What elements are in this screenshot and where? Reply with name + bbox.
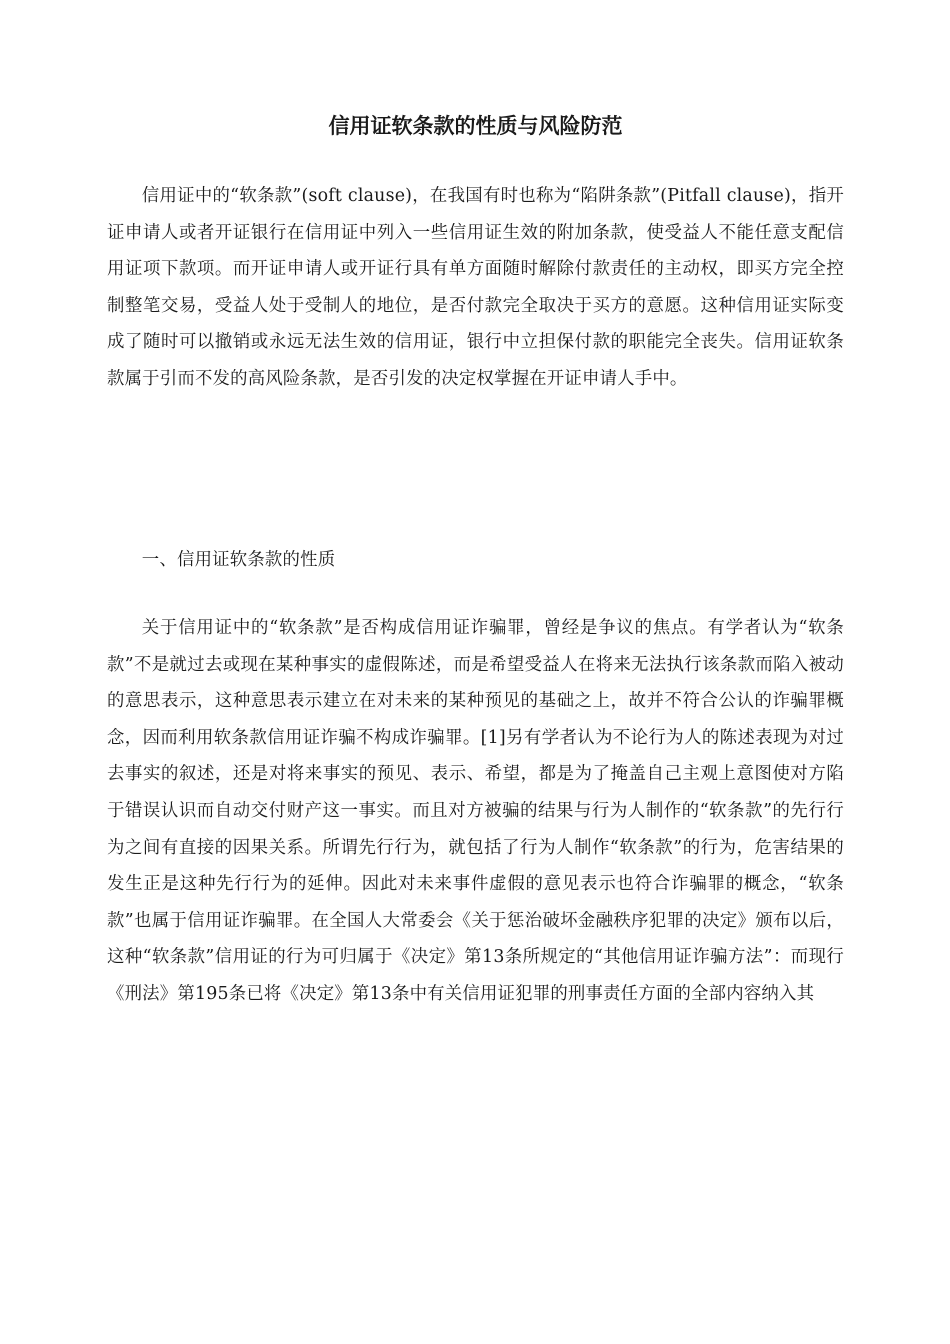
section-heading: 一、信用证软条款的性质 [141,550,336,570]
document-title: 信用证软条款的性质与风险防范 [328,114,623,138]
intro-paragraph: 信用证中的“软条款”(soft clause)，在我国有时也称为“陷阱条款”(Pitfall clause)，指开证申请人或者开证银行在信用证中列入一些信用证生效的附加条款，使受益人不能任意支配信用证项下款项。而开证申请人或开证行具有单方面随时解除付款责任的主动权，即买方完全控制整笔交易，受益人处于受制人的地位，是否付款完全取决于买方的意愿。这种信用证实际变成了随时可以撤销或永远无法生效的信用证，银行中立担保付款的职能完全丧失。信用证软条款属于引而不发的高风险条款，是否引发的决定权掌握在开证申请人手中。 [107,186,844,389]
body-paragraph: 关于信用证中的“软条款”是否构成信用证诈骗罪，曾经是争议的焦点。有学者认为“软条款”不是就过去或现在某种事实的虚假陈述，而是希望受益人在将来无法执行该条款而陷入被动的意思表示，这种意思表示建立在对未来的某种预见的基础之上，故并不符合公认的诈骗罪概念，因而利用软条款信用证诈骗不构成诈骗罪。[1]另有学者认为不论行为人的陈述表现为对过去事实的叙述，还是对将来事实的预见、表示、希望，都是为了掩盖自己主观上意图使对方陷于错误认识而自动交付财产这一事实。而且对方被骗的结果与行为人制作的“软条款”的先行行为之间有直接的因果关系。所谓先行行为，就包括了行为人制作“软条款”的行为，危害结果的发生正是这种先行行为的延伸。因此对未来事件虚假的意见表示也符合诈骗罪的概念，“软条款”也属于信用证诈骗罪。在全国人大常委会《关于惩治破坏金融秩序犯罪的决定》颁布以后，这种“软条款”信用证的行为可归属于《决定》第13条所规定的“其他信用证诈骗方法”：而现行《刑法》第195条已将《决定》第13条中有关信用证犯罪的刑事责任方面的全部内容纳入其 [107,618,844,1004]
